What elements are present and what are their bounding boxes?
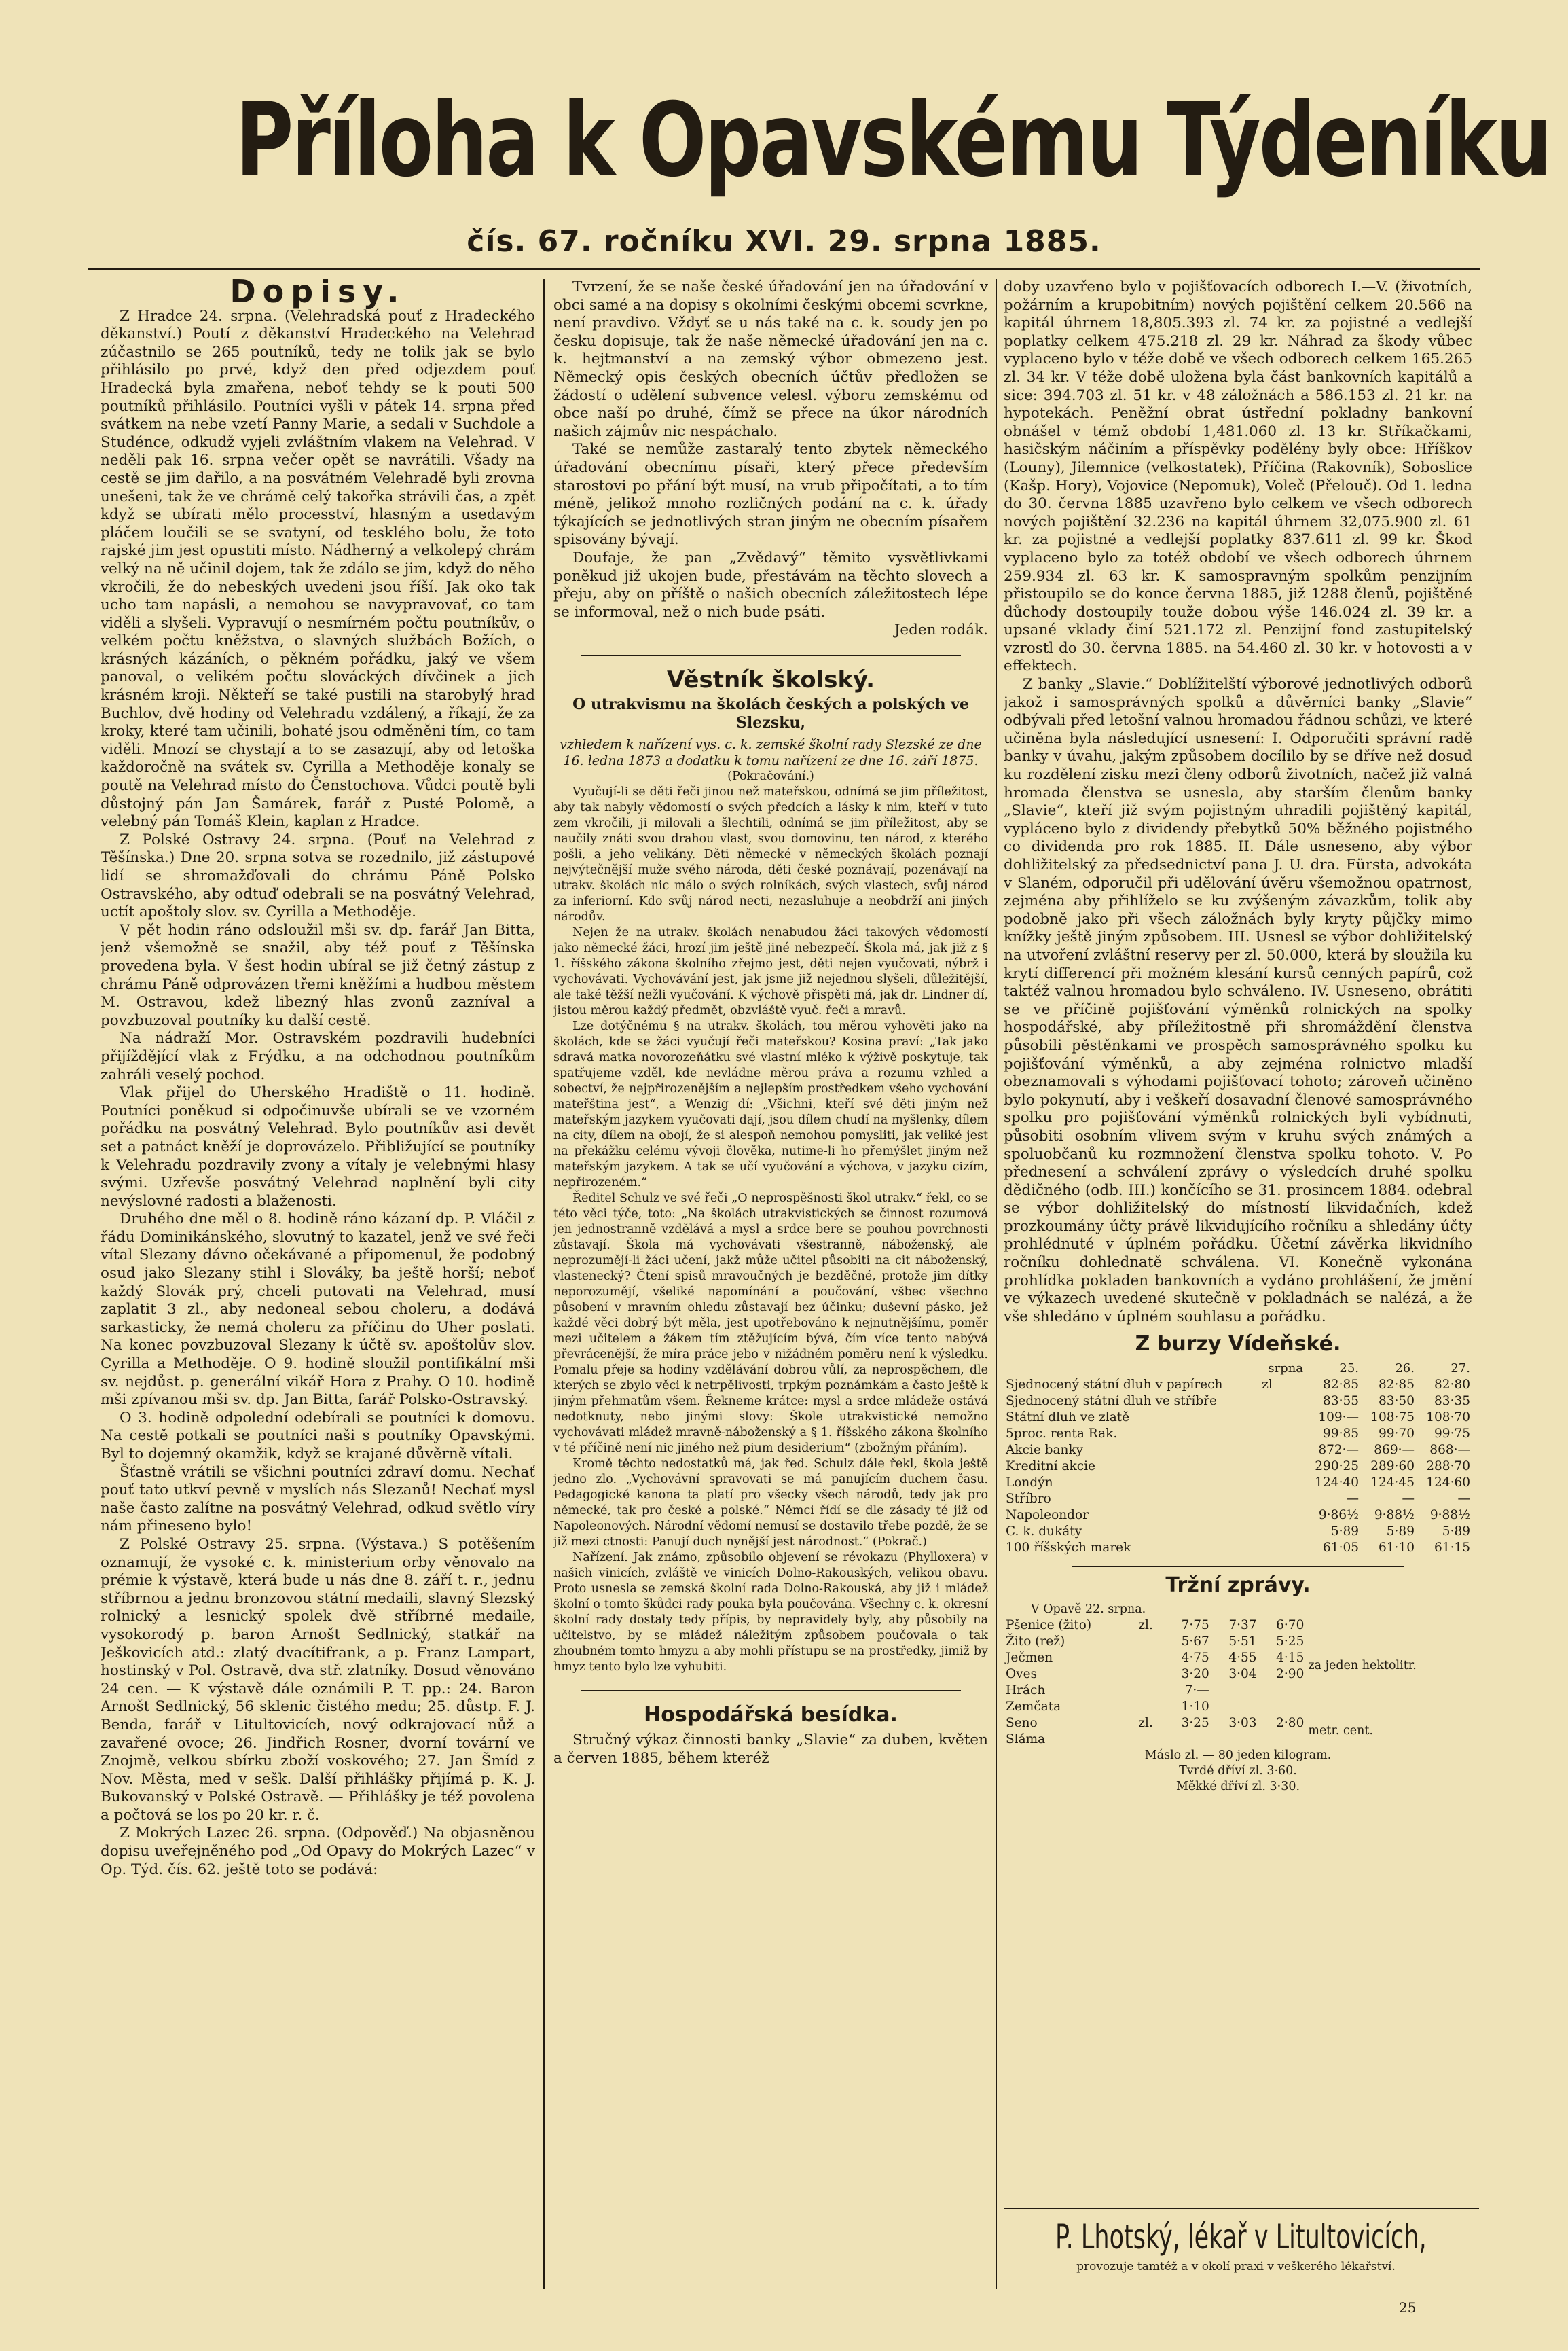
economy-section-title: Hospodářská besídka. (644, 1703, 898, 1727)
paragraph: Z Hradce 24. srpna. (Velehradská pouť z Hradeckého děkanství.) Poutí z děkanství Hradeckého na Velehrad zúčastnilo se 265 poutníků, tedy ne tolik jak se bylo přihlásilo po prvé, když den před odjezdem pouť Hradecká byla zmařena, neboť tehdy se k pouti 500 poutníků přihlásilo. Poutníci vyšli v pátek 14. srpna před svátkem na nebe vzetí Panny Marie, a sedali v Suchdole a Studénce, odkudž vyjeli zvláštním vlakem na Velehrad. V neděli pak 16. srpna večer opět se navrátili. Všady na cestě se jim dařilo, a na posvátném Velehradě byli zrovna unešeni, tak že ve chrámě celý takořka strávili čas, a zpět když se ubírati mělo procesství, hlasným a usedavým pláčem loučili se se svatyní, od tesklého bolu, že toto rajské jim jest opustiti místo. Nádherný a velkolepý chrám velký na ně učinil dojem, tak že zdálo se jim, když do něho vkročili, že do nebeských uvedeni jsou říší. Jak oko tak ucho tam napásli, a nemohou se navypravovať, co tam viděli a slyšeli. Vypravují o nesmírném počtu poutníkův, o velkém počtu kněžstva, o slavných službách Božích, o krásných kázáních, o pěkném pořádku, jaký ve všem panoval, o velikém počtu slováckých dívčinek a jich krásném kroji. Někteří se také pustili na starobylý hrad Buchlov, dvě hodiny od Velehradu vzdálený, a říkají, že za kroky, které tam učinili, bohaté jsou odměněni tím, co tam viděli. Mnozí se chystají a to se zasazují, aby od letoška každoročně na svátek sv. Cyrilla a Methoděje konaly se poutě na Velehrad místo do Čenstochova. Vůdci poutě byli důstojný pán Jan Šamárek, farář z Pusté Polomě, a velebný pán Tomáš Klein, kaplan z Hradce. (101, 307, 535, 831)
column-3 (1004, 279, 1472, 2208)
top-rule (88, 268, 1480, 270)
table-row: Stříbro — — — (1006, 1492, 1470, 1507)
paragraph: Doufaje, že pan „Zvědavý“ těmito vysvětlivkami poněkud již ukojen bude, přestávám na těchto slovech a přeju, aby on příště o našich obecních záležitostech lépe se informoval, než o nich bude psáti. (553, 549, 988, 621)
market-hay-note: metr. cent. (1308, 1724, 1373, 1738)
table-row: 5proc. renta Rak. 99·85 99·70 99·75 (1006, 1426, 1470, 1441)
market-extra: Tvrdé dříví zl. 3·60. (1179, 1763, 1297, 1778)
paragraph: Druhého dne měl o 8. hodině ráno kázaní dp. P. Vláčil z řádu Dominikánského, slovutný to kazatel, jenž ve své řeči vítal Slezany dávno očekávané a připomenul, že podobný osud jako Slezany stihl i Slováky, ba ještě horší; neboť každý Slovák prý, chceli putovati na Velehrad, musí zaplatit 3 zl., aby nedoneal sebou choleru, a dodává sarkasticky, že nemá choleru za příčinu do Uher poslati. Na konec povzbuzoval Slezany k účtě sv. apoštolův slov. Cyrilla a Methoděje. O 9. hodině sloužil pontifikální mši sv. nejdůst. p. generální vikář Hora z Prahy. O 10. hodině mši zpívanou mši sv. dp. Jan Bitta, farář Polsko-Ostravský. (101, 1210, 535, 1409)
exchange-title: Z burzy Vídeňské. (1135, 1332, 1341, 1357)
table-row: C. k. dukáty 5·89 5·89 5·89 (1006, 1524, 1470, 1539)
table-header-cell: 26. (1395, 1361, 1415, 1376)
table-header-cell: srpna (1268, 1361, 1304, 1376)
advertisement (978, 2214, 1494, 2316)
paragraph: Tvrzení, že se naše české úřadování jen na úřadování v obci samé a na dopisy s okolními českými obcemi scvrkne, není pravdivo. Vždyť se u nás také na c. k. soudy jen po česku dopisuje, tak že naše německé úřadování jen na c. k. hejtmanství a na zemský výbor obmezeno jest. Německý opis českých obecních účtův předložen se žádostí o udělení subvence velesl. výboru zemskému od obce naší po druhé, čímž se přece na úkor národních našich zájmův nic nespáchalo. (553, 279, 988, 440)
market-grain-note: za jeden hektolitr. (1308, 1659, 1417, 1673)
ad-title: P. Lhotský, lékař v Litultovicích, (1055, 2217, 1427, 2257)
paragraph: Šťastně vrátili se všichni poutníci zdraví domu. Nechať pouť tato utkví pevně v myslích nás Slezanů! Nechať mysl naše často zalítne na posvátný Velehrad, odkud světlo víry nám přineseno bylo! (101, 1463, 535, 1535)
paragraph: Stručný výkaz činnosti banky „Slavie“ za duben, květen a červen 1885, během kteréž (553, 1731, 988, 1767)
paragraph: Na nádraží Mor. Ostravském pozdravili hudebníci přijíždějící vlak z Frýdku, a na odchodnou poutníkům zahráli veselý pochod. (101, 1030, 535, 1083)
paragraph: Kromě těchto nedostatků má, jak řed. Schulz dále řekl, škola ještě jedno zlo. „Vychovávní spravovati se má panujícím duchem času. Pedagogické kanona ta platí pro všecky všech národů, tedy jak pro německé, tak pro české a polské.“ Němci řídí se dle zásady té již od Napoleonových. Národní vědomí nemusí se dostavilo třebe pozdě, že se již mezi ctnosti: Panují duch nynější jest národnost.“ (Pokrač.) (553, 1457, 988, 1549)
exchange-table (1004, 1361, 1472, 1556)
article-subtitle: vzhledem k nařízení vys. c. k. zemské školní rady Slezské ze dne 16. ledna 1873 a dodatku k tomu nařízení ze dne 16. září 1875. (560, 737, 982, 769)
paragraph: Z Polské Ostravy 25. srpna. (Výstava.) S potěšením oznamují, že vysoké c. k. ministerium orby věnovalo na prémie k výstavě, která bude u nás dne 8. září t. r., jednu stříbrnou a jednu bronzovou státní medaili, slavný Slezský rolnický a lesnický spolek dvě stříbrné medaile, vysokorodý p. baron Arnošt Sedlnický, statkář na Ješkovicích atd.: zlatý dvacítifrank, a p. Franz Lampart, hostinský v Pol. Ostravě, dva stř. zlatníky. Dosud věnováno 24 cen. — K výstavě dále oznámili P. T. pp.: 24. Baron Arnošt Sedlnický, 56 sklenic čistého medu; 25. důstp. F. J. Benda, farář v Litultovicích, nový odkrajovací nůž a zavařené ovoce; 26. Jindřich Rosner, dvorní tovární ve Znojmě, velkou sbírku zboží voskového; 27. Jan Šmíd z Nov. Města, med v sešk. Další přihlášky přijímá p. K. J. Bukovanský v Polské Ostravě. — Přihlášky je též povolena a počtová se los po 20 kr. r. č. (101, 1535, 535, 1824)
paragraph: Lze dotýčnému § na utrakv. školách, tou měrou vyhověti jako na školách, kde se žáci vyučují řeči mateřskou? Kosina praví: „Tak jako sdravá matka novorozeňátku své vlastní mléko k výživě poskytuje, tak spatřujeme vzděl, kde nevládne měrou práva a rozumu vzhled a sobectví, že nejpřirozenějším a nejlepším prostředkem všeho vychování mateřština jest“, a Wenzig dí: „Všichni, kteří své děti jiným než mateřským jazykem vyučovati dají, jsou dílem chudí na myšlenky, dílem na city, dílem na obojí, že si alespoň nemohou pomysliti, jak veliké jest na překážku celému vývoji člověka, nutime-li ho přemýšlet jiným než mateřským jazykem. A tak se učí vyučování a výchova, v jazyku cizím, nepřirozeném.“ (553, 1020, 988, 1190)
market-table (1004, 1617, 1472, 1748)
paragraph: Vlak přijel do Uherského Hradiště o 11. hodině. Poutníci poněkud si odpočinuvše ubírali se ve vzorném pořádku na posvátný Velehrad. Bylo poutníkův asi devět set a patnáct kněží je doprovázelo. Přibližující se poutníky k Velehradu pozdravily zvony a vítaly je velebnými hlasy svými. Uzřevše posvátný Velehrad naplnění byli city nevýslovné radosti a blaženosti. (101, 1084, 535, 1210)
school-section-title: Věstník školský. (666, 666, 875, 694)
paragraph: Nařízení. Jak známo, způsobilo objevení se révokazu (Phylloxera) v našich vinicích, zvláště ve vinicích Dolno-Rakouských, velikou obavu. Proto usnesla se zemská školní rada Dolno-Rakouská, aby již i mládež školní o tomto škůdci rady pouka byla poučována. Všechny c. k. okresní školní rady dostaly tedy přípis, by nepravidely byly, aby působily na učitelstvo, by se mládež náležitým způsobem poučovala o tak zhoubném tomto hmyzu a aby mohli přístupu se na prostředky, jimiž by hmyz tento bylo lze vyhubiti. (553, 1551, 988, 1674)
paragraph: Vyučují-li se děti řeči jinou než mateřskou, odnímá se jim příležitost, aby tak nabyly vědomostí o svých předcích a lásky k nim, kteří v tuto zem vkročili, ji milovali a šlechtili, odnímá se jim příležitost, aby se naučily znáti svou drahou vlast, svou domovinu, ten národ, z kterého pošli, a jeho velikány. Děti německé v německých školách poznají nejvýtečnější muže svého národa, děti české poznávají, pozenávají na utrakv. školách nic málo o svých rolníkách, svých vlastech, svůj národ za inferiorní. Kdo svůj národ necti, nezasluhuje a neobdrží ani jiných národův. (553, 785, 988, 925)
table-row: Ječmen 4·75 4·55 4·15 (1006, 1650, 1305, 1665)
table-row: Seno zl. 3·25 3·03 2·80 metr. cent. (1004, 1715, 1472, 1731)
paragraph: Z Polské Ostravy 24. srpna. (Pouť na Velehrad z Těšínska.) Dne 20. srpna sotva se rozednilo, již zástupové lidí se shromažďovali do chrámu Páně Polsko Ostravského, aby odtuď odebrali se na posvátný Velehrad, uctít apoštoly slov. sv. Cyrilla a Methoděje. (101, 831, 535, 921)
column-1 (101, 279, 535, 2289)
issue-line: čís. 67. ročníku XVI. 29. srpna 1885. (467, 224, 1101, 259)
table-row: Sláma (1006, 1731, 1046, 1746)
table-header-row (1004, 1361, 1472, 1377)
table-row: Sjednocený státní dluh v papírech zl 82·85 82·85 82·80 (1006, 1378, 1470, 1393)
table-row: Londýn 124·40 124·45 124·60 (1006, 1475, 1470, 1490)
table-row: 100 říšských marek 61·05 61·10 61·15 (1006, 1541, 1470, 1556)
paragraph: Nejen že na utrakv. školách nenabudou žáci takových vědomostí jako německé žáci, hrozí jim ještě jiné nebezpečí. Škola má, jak již z § 1. říšského zákona školního zřejmo jest, děti nejen vyučovati, nýbrž i vychovávati. Vychovávání jest, jak jsme již nejednou slyšeli, důležitější, ale také těžší nežli vyučování. K výchově přispěti má, jak dr. Lindner dí, jistou měrou každý předmět, obzvláště vyuč. řeči a mravů. (553, 926, 988, 1018)
table-header-cell: 27. (1451, 1361, 1470, 1376)
table-row: Oves 3·20 3·04 2·90 (1006, 1666, 1305, 1681)
signature: Jeden rodák. (894, 622, 988, 639)
table-row: Napoleondor 9·86½ 9·88½ 9·88½ (1006, 1508, 1470, 1523)
table-row: Hrách 7·— (1006, 1683, 1209, 1698)
table-row: Státní dluh ve zlatě 109·— 108·75 108·70 (1006, 1410, 1470, 1425)
table-header-cell: 25. (1339, 1361, 1360, 1376)
ad-rule (1004, 2208, 1479, 2209)
market-title: Tržní zprávy. (1165, 1573, 1311, 1598)
paragraph: Z banky „Slavie.“ Doblížitelští výborové jednotlivých odborů jakož i samosprávných spolků a důvěrníci banky „Slavie“ odbývali před letošní valnou hromadou řádnou schůzi, ve které učiněna byla následující usnesení: I. Odporučiti správní radě banky v úvahu, jakým způsobem docílilo by se dříve než dosud ku rozdělení zisku mezi členy odborů životních, načež již valná hromada členstva se usnesla, aby starším členům banky „Slavie“, kteří již svým pojistným uhradili pojištěný kapitál, vypláceno bylo z dividendy přebytků 50% běžného pojistného co dividenda pro rok 1885. II. Dále usneseno, aby výbor dohližitelský za předsednictví pana J. U. dra. Fürsta, advokáta v Slaném, odporučil při udělování úvěru všemožnou opatrnost, zejména aby přihlíželo se ku zvýšeným závazkům, tolik aby podobně jako při všech záložnách byly kryty půjčky mimo knížky ještě jiným způsobem. III. Usnesl se výbor dohližitelský na utvoření zvláštní reservy per zl. 50.000, která by sloužila ku krytí differencí při možném klesání kursů cenných papírů, což taktéž valnou hromadou bylo schváleno. IV. Usneseno, obrátiti se ve příčině pojišťování výměnků rolnických na spolky hospodářské, aby příležitostně při shromáždění členstva působili pěstěnkami ve prospěch samosprávného spolku ku pojišťování výměnků, a aby zejména rolnictvo mladší obeznamovali s výhodami pojišťovací tohoto; zároveň učiněno bylo pokynutí, aby i veškeří dosavadní členové samosprávného spolku pro pojišťování výměnků rolnických byli vybídnuti, působiti osobním vlivem svým v kruhu svých známých a spoluobčanů ku rozmnožení členstva spolku tohoto. V. Po přednesení a schválení zprávy o výsledcích druhé spolku dědičného (odb. III.) končícího se 31. prosincem 1884. odebral se výbor dohližitelský do místností likvidačních, kdež prozkoumány účty právě likvidujícího ročníku a shledány účty prohlédnuté v úplném pořádku. Účetní závěrka likvidního ročníku dohlednatě schválena. VI. Konečně vykonána prohlídka pokladen bankovních a vydáno prohlášení, že jmění ve výkazech uvedené skutečně v pokladnách se nalézá, a že vše shledáno v úplném souhlasu a pořádku. (1004, 676, 1472, 1325)
table-row: Zemčata 1·10 (1006, 1699, 1209, 1714)
column-divider (543, 279, 545, 2289)
column-2 (553, 279, 988, 2289)
article-title: O utrakvismu na školách českých a polských ve Slezsku, (572, 696, 969, 732)
table-row: Sjednocený státní dluh ve stříbře 83·55 83·50 83·35 (1006, 1394, 1470, 1409)
divider (581, 655, 961, 656)
paragraph: Ředitel Schulz ve své řeči „O neprospěšnosti škol utrakv.“ řekl, co se této věci týče, toto: „Na školách utrakvistických se činnost rozumová jen jednostranně vzdělává a mysl a srdce bere se pouhou povrchnosti zůstavají. Škola má vychovávati všestranně, náboženský, ale neprozumějí-li žáci učení, jakž může učitel působiti na cit náboženský, vlastenecký? Čtení spisů mravoučných je bezděčné, protože jim dítky neporozumějí, všeliké napomínání a poučování, všbec všechno působení v mravním ohledu zůstavají bez účinku; duševní pásko, jež každé věci dobrý být měla, jest upotřebováno k nejnutnějšímu, poměr mezi učitelem a žákem tím ztěžujícím bývá, čím více tento nabývá převrácenější, že míra práce jebo v nižádném poměru není k výsledku. Pomalu přeje sa hodiny vzdělávání dobrou vůlí, za neprospěchem, dle kterých se zbylo věci k netrpělivosti, trpkým poznámkám a často ještě k jiným přehmatům všem. Řekneme krátce: mysl a srdce mládeže ostává nedotknuty, nebo jinými slovy: Škole utrakvistické nemožno vychovávati mládež mravně-náboženský a § 1. říšského zákona školního v té příčině není nic jiného než pium desiderium“ (zbožným přáním). (553, 1191, 988, 1456)
paragraph: V pět hodin ráno odsloužil mši sv. dp. farář Jan Bitta, jenž všemožně se snažil, aby též pouť z Těšínska provedena byla. V šest hodin ubíral se již četný zástup z chrámu Páně odprovázen třemi kněžími a hudbou městem M. Ostravou, kdež libezný hlas zvonů zazníval a povzbuzoval poutníky ku další cestě. (101, 921, 535, 1029)
market-place-date: V Opavě 22. srpna. (1031, 1602, 1146, 1616)
paragraph: O 3. hodině odpolední odebírali se poutníci k domovu. Na cestě potkali se poutníci naši s poutníky Opavskými. Byl to dojemný okamžik, když se krajané důvěrně vítali. (101, 1409, 535, 1462)
table-row: Žito (rež) 5·67 5·51 5·25 (1006, 1634, 1305, 1649)
ad-subtitle: provozuje tamtéž a v okolí praxi v veškerého lékařství. (1076, 2260, 1396, 2274)
paragraph: Také se nemůže zastaralý tento zbytek německého úřadování obecnímu písaři, který přece především starostovi po přání být musí, na vrub připočítati, a to tím méně, jelikož mnoho rozličných podání na c. k. úřady týkajících se jednotlivých stran jiným ne obecním písařem spisovány bývají. (553, 441, 988, 549)
page-number: 25 (1399, 2299, 1417, 2316)
masthead-title: Příloha k Opavskému Týdeníku (235, 82, 1550, 200)
paragraph: doby uzavřeno bylo v pojišťovacích odborech I.—V. (životních, požárním a krupobitním) nových pojištění celkem 20.566 na kapitál úhrnem 18,805.393 zl. 74 kr. za pojistné a vedlejší poplatky celkem 475.218 zl. 29 kr. Náhrad za škody vůbec vyplaceno bylo v téže době ve všech odborech celkem 165.265 zl. 34 kr. V téže době uložena byla část bankovních kapitálů a sice: 394.703 zl. 51 kr. v 48 záložnách a 586.153 zl. 21 kr. na hypotekách. Peněžní obrat ústřední pokladny bankovní obnášel v témž období 1,481.060 zl. 13 kr. Stříkačkami, hasičským náčiním a příspěvky podělény byly obce: Hříškov (Louny), Jilemnice (velkostatek), Příčina (Rakovník), Soboslice (Kašp. Hory), Vojovice (Nepomuk), Voleč (Přelouč). Od 1. ledna do 30. června 1885 uzavřeno bylo celkem ve všech odborech nových pojištění 32.236 na kapitál úhrnem 32,075.900 zl. 61 kr. za pojistné a vedlejší poplatky 837.611 zl. 99 kr. Škod vyplaceno bylo za totéž období ve všech odborech úhrnem 259.934 zl. 63 kr. K samospravným spolkům penzijním přistoupilo se do konce června 1885, již 1288 členů, pojištěné důchody dostoupily touže dobou výše 146.024 zl. 39 kr. a upsané vklady činí 521.172 zl. Penzijní fond zastupitelský vzrostl do 30. června 1885. na 54.460 zl. 30 kr. v hotovosti a v effektech. (1004, 279, 1472, 675)
continuation-note: (Pokračování.) (727, 770, 814, 784)
table-row: Akcie banky 872·— 869·— 868·— (1006, 1443, 1470, 1458)
section-heading-letters: Dopisy. (230, 279, 406, 310)
table-row: Kreditní akcie 290·25 289·60 288·70 (1006, 1459, 1470, 1474)
market-extra: Měkké dříví zl. 3·30. (1175, 1779, 1300, 1793)
divider (581, 1690, 961, 1691)
table-row: Pšenice (žito) zl. 7·75 7·37 6·70 za jeden hektolitr. (1004, 1617, 1472, 1634)
column-divider (996, 279, 997, 2289)
divider (1072, 1566, 1404, 1567)
market-extra: Máslo zl. — 80 jeden kilogram. (1144, 1748, 1332, 1762)
paragraph: Z Mokrých Lazec 26. srpna. (Odpověď.) Na objasněnou dopisu uveřejněného pod „Od Opavy do Mokrých Lazec“ v Op. Týd. čís. 62. ještě toto se podává: (101, 1825, 535, 1878)
